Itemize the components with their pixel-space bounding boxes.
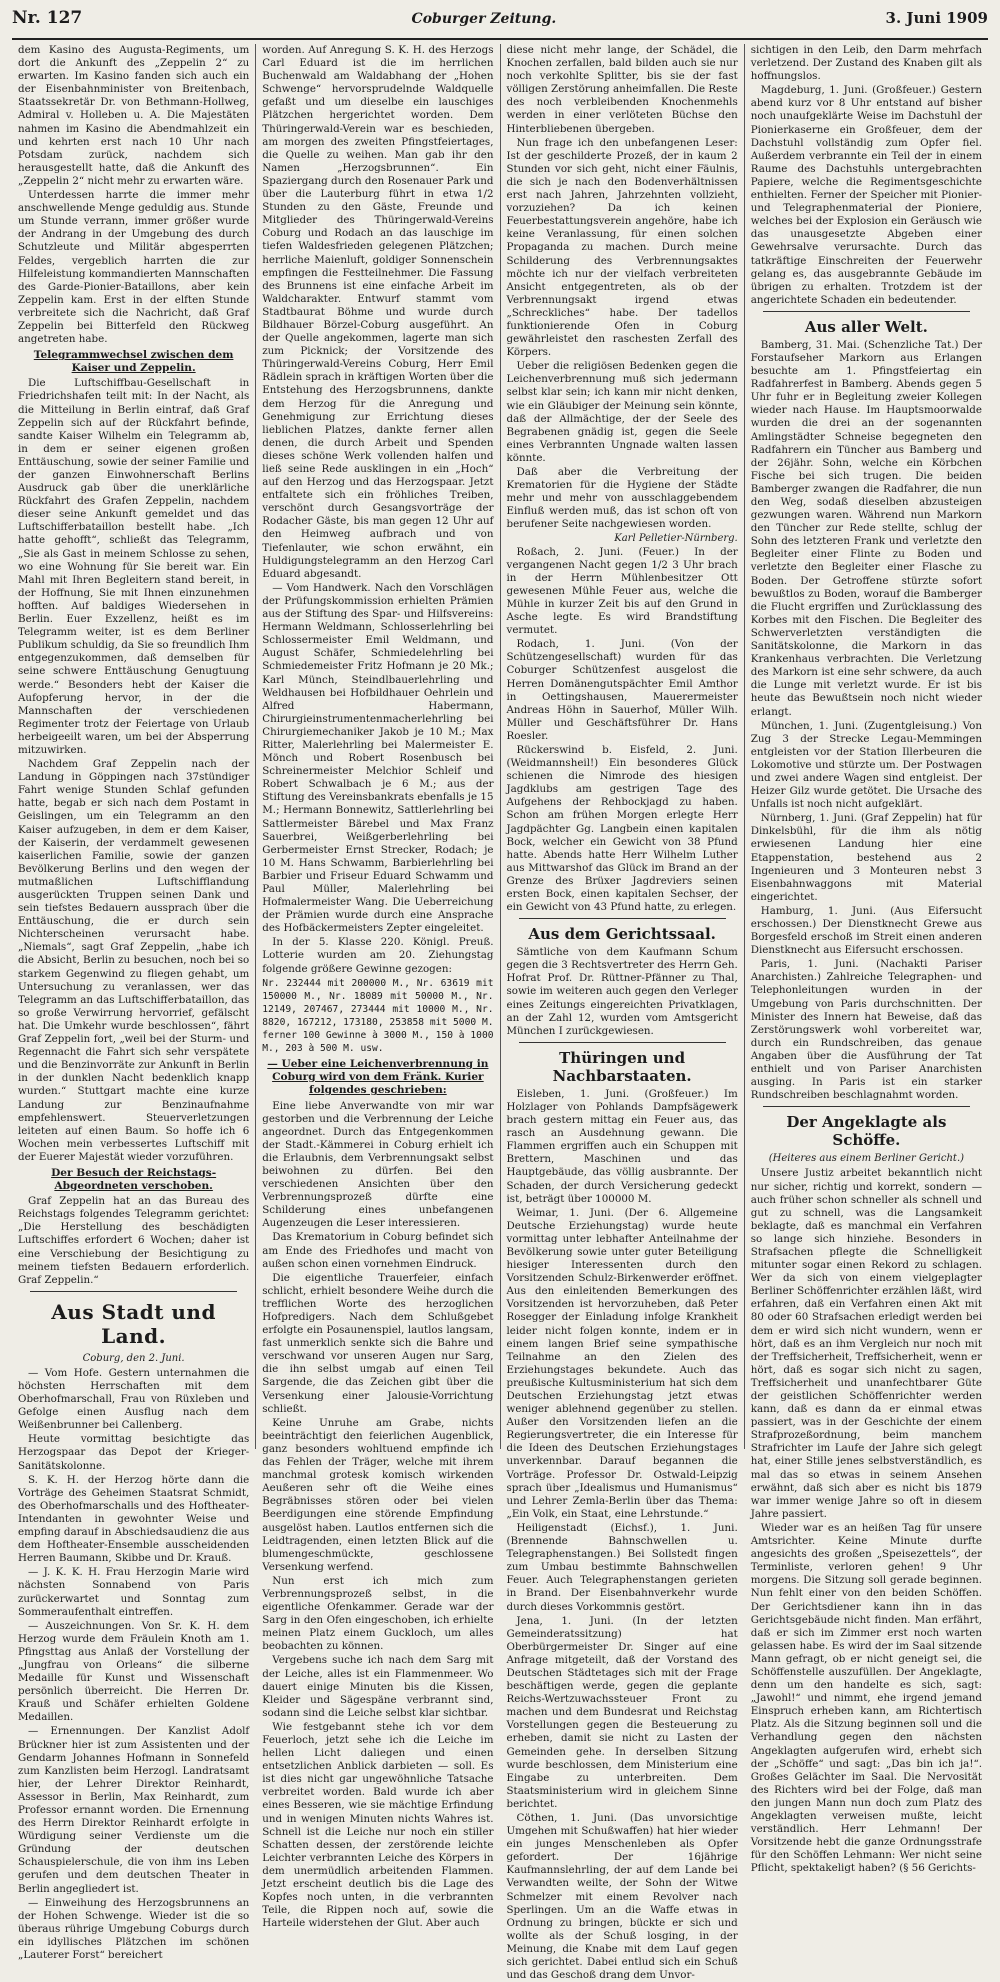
- paragraph: Eisleben, 1. Juni. (Großfeuer.) Im Holzlager von Pohlands Dampfsägewerk brach gestern mittag ein Feuer aus, das rasch an Ausdehnung gewann. Die Flammen ergriffen auch ein Schuppen mit Brettern, Maschinen und das Hauptgebäude, das völlig ausbrannte. Der Schaden, der durch Versicherung gedeckt ist, beträgt über 100000 M.: [506, 1087, 738, 1205]
- subheading: (Heiteres aus einem Berliner Gericht.): [768, 1153, 965, 1165]
- paragraph: Unsere Justiz arbeitet bekanntlich nicht nur sicher, richtig und korrekt, sondern — auch früher schon schneller als schnell und gut zu schnell, was die Langsamkeit beklagte, daß es manchmal ein Verfahren so lange sich hinziehe. Besonders in Strafsachen pflegte die Schnelligkeit mitunter sogar einen Rekord zu schlagen. Wer da sich von einem vielgeplagter Berliner Schöffenrichter erzählen läßt, wird erfahren, daß ein Verfahren einen Akt mit 80 oder 60 Strafsachen erledigt werden bei dem er wird sich nicht wundern, wenn er hört, daß es an ihm Vergleich nur noch mit der Treffsicherheit, Treffsicherheit, wenn er hört, daß es sogar sich nicht zu sagen, Treffsicherheit und unanfechtbarer Güte der geistlichen Schöffenrichter werden kann, daß es dann da er einmal etwas passiert, was in der Geschichte der einem Strafprozeßordnung, beim manchem Strafrichter im Laufe der Jahre sich gelegt hat, einer Stille jenes selbstverständlich, es mal das so etwas in seinem Ansehen erwähnt, daß sich aber es nicht bis 1879 war immer wenige Jahre so oft in diesem Jahre passiert.: [750, 1167, 982, 1520]
- paragraph: — Vom Handwerk. Nach den Vorschlägen der Prüfungskommission erhielten Prämien aus der Stiftung des Spar- und Hilfsvereins: Hermann Weldmann, Schlosserlehrling bei Schlossermeister Emil Weldmann, und August Schäfer, Schmiedelehrling bei Schmiedemeister Fritz Hofmann je 20 Mk.; Karl Münch, Steindlbauerlehrling und Weldhausen bei Hofbildhauer Oehrlein und Alfred Habermann, Chirurgieinstrumentenmacherlehrling bei Chirurgiemechaniker Jakob je 10 M.; Max Ritter, Malerlehrling bei Malermeister E. Mönch und Robert Rosenbusch bei Schreinermeister Melchior Schleif und Robert Schwalbach je 6 M.; aus der Stiftung des Vereinsbankrats ebenfalls je 15 M.; Hermann Bonnewitz, Sattlerlehrling bei Sattlermeister Bärebel und Max Franz Sauerbrei, Weißgerberlehrling bei Gerbermeister Ernst Strecker, Rodach; je 10 M. Hans Schwamm, Barbierlehrling bei Barbier und Friseur Eduard Schwamm und Paul Müller, Malerlehrling bei Hofmalermeister Wang. Die Ueberreichung der Prämien wurde durch eine Ansprache des Hofbäckermeisters Zepter eingeleitet.: [262, 581, 494, 935]
- paragraph: Sämtliche von dem Kaufmann Schum gegen die 3 Rechtsvertreter des Herrn Geh. Hofrat Prof. Dr. Rüttner-Pfänner zu Thal, sowie im weiteren auch gegen den Verleger eines Zeitungs eingereichten Privatklagen, an der Zahl 12, wurden vom Amtsgericht München I zurückgewiesen.: [506, 946, 738, 1037]
- paragraph: Cöthen, 1. Juni. (Das unvorsichtige Umgehen mit Schußwaffen) hat hier wieder ein junges Menschenleben als Opfer gefordert. Der 16jährige Kaufmannslehrling, der auf dem Lande bei Verwandten weilte, der Sohn der Witwe Schmelzer mit einem Revolver nach Sperlingen. Um an die Waffe etwas in Ordnung zu bringen, bückte er sich und wollte als der Schuß losging, in der Meinung, die Knabe mit dem Lauf gegen sich gerichtet. Dabei entlud sich ein Schuß und das Geschoß drang dem Unvor-: [506, 1812, 738, 1982]
- masthead: [12, 0, 988, 40]
- paragraph: — Ernennungen. Der Kanzlist Adolf Brückner hier ist zum Assistenten und der Gendarm Johannes Hofmann in Sonnefeld zum Kanzlisten beim Herzogl. Landratsamt hier, der Lehrer Direktor Reinhardt, Assessor in Berlin, Max Reinhardt, zum Professor ernannt worden. Die Ernennung des Herrn Direktor Reinhardt erfolgte in Würdigung seiner Verdienste um die Gründung der deutschen Schauspielerschule, die von ihm ins Leben gerufen und dem deutschen Theater in Berlin angegliedert ist.: [18, 1725, 250, 1895]
- article-heading: Der Besuch der Reichstags-Abgeordneten verschoben.: [51, 1166, 217, 1193]
- paragraph: Unterdessen harrte die immer mehr anschwellende Menge geduldig aus. Stunde um Stunde verrann, immer größer wurde der Andrang in der Umgebung des durch Schutzleute und Militär abgesperrten Feldes, vergeblich harrten die zur Hilfeleistung kommandierten Mannschaften des Garde-Pionier-Bataillons, aber kein Zeppelin kam. Erst in der elften Stunde verbreitete sich die Nachricht, daß Graf Zeppelin bei Bitterfeld den Rückweg angetreten habe.: [18, 189, 250, 346]
- paragraph: Rodach, 1. Juni. (Von der Schützengesellschaft) wurden für das Coburger Schützenfest ausgelost die Herren Domänengutspächter Emil Amthor in Oettingshausen, Mauerermeister Andreas Höhn in Sauerhof, Müller Wilh. Müller und Geschäftsführer Dr. Hans Roesler.: [506, 638, 738, 742]
- section-heading: Der Angeklagte als Schöffe.: [786, 1113, 947, 1150]
- section-heading: Aus Stadt und Land.: [51, 1299, 216, 1348]
- paragraph: Heute vormittag besichtigte das Herzogspaar das Depot der Krieger-Sanitätskolonne.: [18, 1433, 250, 1472]
- paragraph: Rückerswind b. Eisfeld, 2. Juni. (Weidmannsheil!) Ein besonderes Glück schienen die Nimrode des hiesigen Jagdklubs am gestrigen Tage des Aufgehens der Rehbockjagd zu haben. Schon am frühen Morgen erlegte Herr Jagdpächter Gg. Langbein einen kapitalen Bock, welcher ein Gewicht von 38 Pfund hatte. Abends hatte Herr Wilhelm Luther aus Mittwarshof das Glück im Brand an der Grenze des Brüxer Jagdreviers seinen ersten Bock, einen kapitalen Sechser, der ein Gewicht von 43 Pfund hatte, zu erlegen.: [506, 743, 738, 914]
- paragraph: Vergebens suche ich nach dem Sarg mit der Leiche, alles ist ein Flammenmeer. Wo dauert einige Minuten bis die Kissen, Kleider und Sägespäne verbrannt sind, sodann sind die Leiche selbst klar sichtbar.: [262, 1654, 494, 1719]
- section-heading: Aus aller Welt.: [804, 317, 928, 336]
- paragraph: Daß aber die Verbreitung der Krematorien für die Hygiene der Städte mehr und mehr von ausschlaggebendem Einfluß werden muß, das ist schon oft von berufener Seite nachgewiesen worden.: [506, 466, 738, 531]
- paragraph: Bamberg, 31. Mai. (Schenzliche Tat.) Der Forstaufseher Markorn aus Erlangen besuchte am 1. Pfingstfeiertag ein Radfahrerfest in Bamberg. Abends gegen 5 Uhr fuhr er in Begleitung zweier Kollegen wieder nach Hause. Im Hauptsmoorwalde wurden die drei an der sogenannten Amlingstädter Schneise begegneten den Radfahrern ein Tüncher aus Bamberg und der 26jähr. Sohn, welche ein Körbchen Fische bei sich trugen. Die beiden Bamberger zwangen die Radfahrer, die nun den Weg, sodaß dieselben abzusteigen gezwungen waren. Während nun Markorn den Tüncher zur Rede stellte, schlug der Sohn des letzteren Frank und verletzte den Begleiter einer Flinte zu Boden und verletzte den Begleiter einer Flasche zu Boden. Der Getroffene stürzte sofort bewußtlos zu Boden, worauf die Bamberger die Flucht ergriffen und Zurücklassung des Korbes mit den Fischen. Die Begleiter des Schwerverletzten verständigten die Sanitätskolonne, die Markorn in das Krankenhaus verbrachten. Die Verletzung des Markorn ist eine sehr schwere, da auch die Lunge mit verletzt wurde. Er ist bis heute das Bewußtsein noch nicht wieder erlangt.: [750, 338, 982, 718]
- section-heading: Aus dem Gerichtssaal.: [528, 925, 716, 944]
- column-4: [745, 44, 988, 1875]
- paragraph: Eine liebe Anverwandte von mir war gestorben und die Verbrennung der Leiche angeordnet. Durch das Entgegenkommen der Stadt.-Kämmerei in Coburg erhielt ich die Erlaubnis, dem Verbrennungsakt selbst beiwohnen zu dürfen. Bei den verschiedenen Ansichten über den Verbrennungsprozeß dürfte eine Schilderung eines unbefangenen Augenzeugen die Leser interessieren.: [262, 1099, 494, 1230]
- paragraph: München, 1. Juni. (Zugentgleisung.) Von Zug 3 der Strecke Legau-Memmingen entgleisten vor der Station Illerbeuren die Lokomotive und stürzte um. Der Postwagen und zwei andere Wagen sind entgleist. Der Heizer Gilz wurde getötet. Die Ursache des Unfalls ist noch nicht aufgeklärt.: [750, 719, 982, 811]
- paragraph: Magdeburg, 1. Juni. (Großfeuer.) Gestern abend kurz vor 8 Uhr entstand auf bisher noch unaufgeklärte Weise im Dachstuhl der Pionierkaserne ein Großfeuer, dem der Dachstuhl vollständig zum Opfer fiel. Außerdem verbrannte ein Teil der in einem Raume des Dachstuhls untergebrachten Papiere, welche die Regimentsgeschichte enthielten. Ferner der Speicher mit Pionier- und Telegraphenmaterial der Pioniere, welches bei der Explosion ein Geräusch wie das unausgesetzte Abgeben einer Gewehrsalve verursachte. Durch das tatkräftige Einschreiten der Feuerwehr gelang es, das ausgebrannte Gebäude im übrigen zu erhalten. Trotzdem ist der angerichtete Schaden ein bedeutender.: [750, 84, 982, 306]
- paragraph: Heiligenstadt (Eichsf.), 1. Juni. (Brennende Bahnschwellen u. Telegraphenstangen.) Bei Sollstedt fingen zum Umbau bestimmte Bahnschwellen Feuer. Auch Telegraphenstangen gerieten in Brand. Der Eisenbahnverkehr wurde durch dieses Vorkommnis gestört.: [506, 1521, 738, 1613]
- lottery-results: Nr. 232444 mit 200000 M., Nr. 63619 mit 150000 M., Nr. 18089 mit 50000 M., Nr. 12149, 207467, 273444 mit 10000 M., Nr. 8820, 167212, 173180, 253858 mit 5000 M. ferner 100 Gewinne à 3000 M., 150 à 1000 M., 203 à 500 M. usw.: [262, 977, 494, 1055]
- column-3: [501, 44, 745, 1982]
- paragraph: — Vom Hofe. Gestern unternahmen die höchsten Herrschaften mit dem Oberhofmarschall, Frau von Rüxleben und Gefolge einen Ausflug nach dem Weißenbrunner bei Callenberg.: [18, 1366, 250, 1432]
- byline: Karl Pelletier-Nürnberg.: [614, 533, 738, 545]
- paragraph: Nachdem Graf Zeppelin nach der Landung in Göppingen nach 37stündiger Fahrt wenige Stunden Schlaf gefunden hatte, begab er sich nach dem Postamt in Geislingen, um ein Telegramm an den Kaiser aufzugeben, in dem er dem Kaiser, der Kaiserin, der verdammelt gewesenen kaiserlichen Familie, sowie der ganzen Bevölkerung Berlins und den wegen der mutmaßlichen Luftschifflandung ausgerückten Truppen seinen Dank und sein tiefstes Bedauern aussprach über die Enttäuschung, die er durch sein Nichterscheinen verursacht habe. „Niemals“, sagt Graf Zeppelin, „habe ich die Absicht, Berlin zu besuchen, noch bei so starkem Gegenwind zu fliegen gehabt, um Untersuchung zu veranlassen, wer das Telegramm an das Luftschifferbataillon, das so große Verwirrung hervorrief, gefälscht hat. Die Umkehr wurde beschlossen“, fährt Graf Zeppelin fort, „weil bei der Sturm- und Regennacht die Fahrt sich sehr verspätete und die Benzinvorräte zur Ankunft in Berlin in der dunklen Nacht bedenklich knapp wurden.“ Stuttgart machte eine kurze Landung zur Benzinaufnahme empfehlenswert. Steuerverletzungen leiteten auf einen Baum. So hoffe ich 6 Wochen mein verbessertes Luftschiff mit der Euerer Majestät wieder vorzuführen.: [18, 758, 250, 1163]
- divider: [763, 311, 970, 312]
- paragraph: diese nicht mehr lange, der Schädel, die Knochen zerfallen, bald bilden auch sie nur noch verkohlte Splitter, bis sie der fast völligen Zerstörung anheimfallen. Die Reste des noch verbleibenden Knochenmehls werden in einer verlöteten Büchse den Hinterbliebenen übergeben.: [506, 44, 738, 135]
- paragraph: — Einweihung des Herzogsbrunnens an der Hohen Schwenge. Wieder ist die so überaus rührige Umgebung Coburgs durch ein idyllisches Plätzchen im schönen „Lauterer Forst“ bereichert: [18, 1896, 250, 1962]
- text-columns: [12, 44, 988, 1982]
- paragraph: In der 5. Klasse 220. Königl. Preuß. Lotterie wurden am 20. Ziehungstag folgende größere Gewinne gezogen:: [262, 936, 494, 975]
- paragraph: Die eigentliche Trauerfeier, einfach schlicht, erhielt besondere Weihe durch die trefflichen Worte des herzoglichen Hofpredigers. Nach dem Schlußgebet erfolgte ein Posaunenspiel, lautlos langsam, fast unmerklich senkte sich die Bahre und verschwand vor unseren Augen nur Sarg, die ihn selbst umgab auf einen Teil Sargende, die das Zeichen gibt über die Versenkung einer Jalousie-Vorrichtung schließt.: [262, 1271, 494, 1415]
- paragraph: S. K. H. der Herzog hörte dann die Vorträge des Geheimen Staatsrat Schmidt, des Oberhofmarschalls und des Hoftheater-Intendanten in gewohnter Weise und empfing darauf in Abschiedsaudienz die aus dem Hoftheater-Ensemble ausscheidenden Herren Baumann, Skibbe und Dr. Krauß.: [18, 1473, 250, 1565]
- paragraph: Paris, 1. Juni. (Nachakti Pariser Anarchisten.) Zahlreiche Telegraphen- und Telephonleitungen wurden in der Umgebung von Paris durchschnitten. Der Minister des Innern hat Beweise, daß das Zerstörungswerk wohl vorbereitet war, durch ein Rundschreiben, das genaue Angaben über die Ausführung der Tat enthielt und von Pariser Anarchisten ausging. In Paris ist ein starker Rundschreiben beschlagnahmt worden.: [750, 958, 982, 1102]
- divider: [30, 1291, 237, 1292]
- section-heading: Thüringen und Nachbarstaaten.: [552, 1048, 692, 1085]
- paragraph: Jena, 1. Juni. (In der letzten Gemeinderatssitzung) hat Oberbürgermeister Dr. Singer auf eine Anfrage mitgeteilt, daß der Vorstand des Deutschen Städtetages sich mit der Frage beschäftigen werde, gegen die geplante Reichs-Wertzuwachssteuer Front zu machen und dem Bundesrat und Reichstag Vorstellungen gegen die Besteuerung zu erheben, damit sie nicht zu Lasten der Gemeinden gehe. In derselben Sitzung wurde beschlossen, dem Ministerium eine Eingabe zu unterbreiten. Dem Staatsministerium wird in gleichem Sinne berichtet.: [506, 1614, 738, 1810]
- newspaper-title: Coburger Zeitung.: [411, 11, 557, 27]
- paragraph: — J. K. K. H. Frau Herzogin Marie wird nächsten Sonnabend von Paris zurückerwartet und Sonntag zum Sommeraufenthalt eintreffen.: [18, 1566, 250, 1618]
- paragraph: Das Krematorium in Coburg befindet sich am Ende des Friedhofes und macht von außen schon einen vornehmen Eindruck.: [262, 1231, 494, 1270]
- paragraph: Ueber die religiösen Bedenken gegen die Leichenverbrennung muß sich jedermann selbst klar sein; ich kann mir nicht denken, wie ein Gläubiger der Meinung sein könnte, daß der Allmächtige, der der Seele des Begrabenen gnädig ist, gegen die Seele eines Verbrannten Ungnade walten lassen könnte.: [506, 360, 738, 464]
- paragraph: Wie festgebannt stehe ich vor dem Feuerloch, jetzt sehe ich die Leiche im hellen Licht daliegen und einen entsetzlichen Anblick darbieten — soll. Es ist dies nicht gar ungewöhnliche Tatsache verbreitet worden. Bald wurde ich aber eines Besseren, wie sie mächtige Erfindung und in wenigen Minuten nichts Wahres ist. Schnell ist die Leiche nur noch ein stiller Schatten dessen, der zerstörende leichte Leichter verbrannten Leiche des Körpers in dem unermüdlich arbeitenden Flammen. Jetzt erscheint deutlich bis die Lage des Kopfes noch unten, in die verbrannten Teile, die Rippen noch auf, sowie die Harteile widerstehen der Glut. Aber auch: [262, 1720, 494, 1930]
- paragraph: dem Kasino des Augusta-Regiments, um dort die Ankunft des „Zeppelin 2“ zu erwarten. Im Kasino fanden sich auch ein der Eisenbahnminister von Breitenbach, Staatssekretär Dr. von Bethmann-Hollweg, Admiral v. Holleben u. A. Die Majestäten nahmen im Kasino die Abendmahlzeit ein und kehrten erst nach 10 Uhr nach Potsdam zurück, nachdem sich herausgestellt hatte, daß die Ankunft des „Zeppelin 2“ nicht mehr zu erwarten wäre.: [18, 44, 250, 187]
- issue-number: Nr. 127: [12, 8, 83, 28]
- divider: [763, 1106, 970, 1107]
- paragraph: Die Luftschiffbau-Gesellschaft in Friedrichshafen teilt mit: In der Nacht, als die Mitteilung in Berlin eintraf, daß Graf Zeppelin sich auf der Rückfahrt befinde, sandte Kaiser Wilhelm ein Telegramm ab, in dem er seiner eigenen großen Enttäuschung, sowie der seiner Familie und der ganzen Einwohnerschaft Berlins Ausdruck gab über die unerklärliche Rückfahrt des Grafen Zeppelin, nachdem dieser seine Ankunft gemeldet und das Luftschifferbataillon bestellt habe. „Ich hatte gehofft“, schließt das Telegramm, „Sie als Gast in meinem Schlosse zu sehen, wo eine Wohnung für Sie bereit war. Ein Mahl mit Ihren Begleitern stand bereit, in der Hoffnung, Sie mit Ihnen einzunehmen hofften. Auf baldiges Wiedersehen in Berlin. Euer Exzellenz, heißt es im Telegramm weiter, ist es dem Berliner Publikum schuldig, da Sie so freundlich Ihm entgegenzukommen, daß demselben für seine schwere Enttäuschung Genugtuung werde.“ Besonders hebt der Kaiser die Aufopferung hervor, in der die Mannschaften der verschiedenen Regimenter trotz der Feiertage von Urlaub herbeigeeilt waren, um bei der Absperrung mitzuwirken.: [18, 377, 250, 756]
- paragraph: Keine Unruhe am Grabe, nichts beeinträchtigt den feierlichen Augenblick, ganz besonders wohltuend empfinde ich das Fehlen der Träger, welche mit ihrem manchmal grotesk komisch wirkenden Aeußeren sehr oft die Weihe eines Begräbnisses stören oder bei vielen Beerdigungen eine störende Empfindung ausgelöst haben. Lautlos entfernen sich die Leidtragenden, einen letzten Blick auf die blumengeschmückte, geschlossene Versenkung werfend.: [262, 1416, 494, 1573]
- paragraph: Nun frage ich den unbefangenen Leser: Ist der geschilderte Prozeß, der in kaum 2 Stunden vor sich geht, nicht einer Fäulnis, die sich je nach den Bodenverhältnissen erst nach Jahren, Jahrzehnten vollzieht, vorzuziehen? Da ich keinen Feuerbestattungsverein angehöre, habe ich keine Veranlassung, für einen solchen Propaganda zu machen. Durch meine Schilderung des Verbrennungsaktes möchte ich nur der vielfach verbreiteten Ansicht entgegentreten, als ob der Verbrennungsakt irgend etwas „Schreckliches“ habe. Der tadellos funktionierende Ofen in Coburg gewährleistet den raschesten Zerfall des Körpers.: [506, 136, 738, 359]
- paragraph: Wieder war es an heißen Tag für unsere Amtsrichter. Keine Minute durfte angesichts des großen „Speisezettels“, der Terminliste, verloren gehen! 9 Uhr morgens. Die Sitzung soll gerade beginnen. Nun fehlt einer von den beiden Schöffen. Der Gerichtsdiener kann ihn in das Gerichtsgebäude nicht finden. Man erfährt, daß er sich im Zimmer erst noch warten gelassen habe. Es wird der im Saal sitzende Mann gefragt, ob er nicht geneigt sei, die Schöffenstelle auszufüllen. Der Angeklagte, denn um den handelte es sich, sagt: „Jawohl!“ und nimmt, ehe irgend jemand Einspruch erheben kann, am Richtertisch Platz. Als die Sitzung beginnen soll und die Verhandlung gegen den nächsten Angeklagten aufgerufen wird, erhebt sich der „Schöffe“ und sagt: „Das bin ich ja!“. Großes Gelächter im Saal. Die Nervosität des Richters wird bei der Folge, daß man den jungen Mann nun doch zum Platz des Angeklagten verweisen mußte, leicht verständlich. Herr Lehmann! Der Vorsitzende hebt die ganze Ordnungsstrafe für den Schöffen Lehmann: Wer nicht seine Pflicht, spektakeligt haben? (§ 56 Gerichts-: [750, 1521, 982, 1875]
- paragraph: — Auszeichnungen. Von Sr. K. H. dem Herzog wurde dem Fräulein Knoth am 1. Pfingsttag aus Anlaß der Vorstellung der „Jungfrau von Orleans“ die silberne Medaille für Kunst und Wissenschaft persönlich überreicht. Die Herren Dr. Krauß und Schäfer erhielten Goldene Medaillen.: [18, 1619, 250, 1724]
- paragraph: Nürnberg, 1. Juni. (Graf Zeppelin) hat für Dinkelsbühl, für die ihm als nötig erwiesenen Landung hier eine Etappenstation, bestehend aus 2 Ingenieuren und 3 Monteuren nebst 3 Eisenbahnwaggons mit Material eingerichtet.: [750, 812, 982, 903]
- article-heading: — Ueber eine Leichenverbrennung in Coburg wird von dem Fränk. Kurier folgendes geschrieben:: [267, 1058, 489, 1097]
- paragraph: sichtigen in den Leib, den Darm mehrfach verletzend. Der Zustand des Knaben gilt als hoffnungslos.: [750, 44, 982, 83]
- paragraph: worden. Auf Anregung S. K. H. des Herzogs Carl Eduard ist die im herrlichen Buchenwald am Waldabhang der „Hohen Schwenge“ hervorsprudelnde Waldquelle gefaßt und um dieselbe ein lauschiges Plätzchen hergerichtet worden. Dem Thüringerwald-Verein war es beschieden, am morgen des zweiten Pfingstfeiertages, die Quelle zu weihen. Man gab ihr den Namen „Herzogsbrunnen“. Ein Spaziergang durch den Rosenauer Park und über die Lauterburg führt in etwa 1/2 Stunden zu den Gäste, Freunde und Mitglieder des Thüringerwald-Vereins Coburg und Rodach an das lauschige im tiefen Waldesfrieden gelegenen Plätzchen; herrliche Maienluft, goldiger Sonnenschein empfingen die Festteilnehmer. Die Fassung des Brunnens ist eine einfache Arbeit im Waldcharakter. Entwurf stammt vom Stadtbaurat Böhme und wurde durch Bildhauer Börzel-Coburg ausgeführt. An der Quelle angekommen, lagerte man sich zum Picknick; der Vorsitzende des Thüringerwald-Vereins Coburg, Herr Emil Rädlein sprach in kräftigen Worten über die Entstehung des Herzogsbrunnens, dankte dem Herzog für die Anregung und Genehmigung zur Errichtung dieses lieblichen Platzes, dankte ferner allen denen, die durch Arbeit und Spenden dieses schöne Werk vollenden halfen und ließ seine Rede ausklingen in ein „Hoch“ auf den Herzog und das Herzogspaar. Jetzt entfaltete sich ein fröhliches Treiben, verschönt durch Gesangsvorträge der Rodacher Gäste, bis man gegen 12 Uhr auf den Heimweg aufbrach und von Tiefenlauter, wie schon erwähnt, ein Huldigungstelegramm an den Herzog Carl Eduard abgesandt.: [262, 44, 494, 580]
- paragraph: Roßach, 2. Juni. (Feuer.) In der vergangenen Nacht gegen 1/2 3 Uhr brach in der Herrn Mühlenbesitzer Ott gewesenen Mühle Feuer aus, welche die Mühle in kurzer Zeit bis auf den Grund in Asche legte. Es wird Brandstiftung vermutet.: [506, 545, 738, 637]
- column-1: [12, 44, 256, 1962]
- divider: [519, 918, 726, 919]
- paragraph: Nun erst ich mich zum Verbrennungsprozeß selbst, in die eigentliche Ofenkammer. Gerade war der Sarg in den Ofen eingeschoben, ich erhielte meinen Platz einem Guckloch, um alles beobachten zu können.: [262, 1574, 494, 1653]
- paragraph: Hamburg, 1. Juni. (Aus Eifersucht erschossen.) Der Dienstknecht Grewe aus Borgesfeld erschoß im Streit einen anderen Dienstknecht aus Eifersucht erschossen.: [750, 904, 982, 957]
- paragraph: Graf Zeppelin hat an das Bureau des Reichstags folgendes Telegramm gerichtet: „Die Herstellung des beschädigten Luftschiffes erfordert 6 Wochen; daher ist eine Verschiebung der Besichtigung zu meinem tiefsten Bedauern erforderlich. Graf Zeppelin.“: [18, 1195, 250, 1286]
- dateline: Coburg, den 2. Juni.: [82, 1352, 185, 1364]
- column-2: [256, 44, 500, 1930]
- divider: [519, 1042, 726, 1043]
- issue-date: 3. Juni 1909: [885, 9, 988, 27]
- article-heading: Telegrammwechsel zwischen dem Kaiser und Zeppelin.: [33, 349, 234, 375]
- paragraph: Weimar, 1. Juni. (Der 6. Allgemeine Deutsche Erziehungstag) wurde heute vormittag unter lebhafter Anteilnahme der Bevölkerung sowie unter guter Beteiligung hiesiger Interessenten durch den Vorsitzenden Schulz-Birkenwerder eröffnet. Aus den einleitenden Bemerkungen des Vorsitzenden ist hervorzuheben, daß Peter Rosegger der Einladung infolge Krankheit leider nicht folgen konnte, indem er in einem langen Brief seine sympathische Teilnahme an den Zielen des Erziehungstages bekundete. Auch das preußische Kultusministerium hat sich dem Deutschen Erziehungstag jetzt etwas weniger ablehnend gegenüber zu stellen. Außer den Vorsitzenden liefen an die Regierungsvertreter, die ein Interesse für die Ideen des Deutschen Erziehungstages unverkennbar. Darauf begannen die Vorträge. Professor Dr. Ostwald-Leipzig sprach über „Idealismus und Humanismus“ und Lehrer Zemla-Berlin über das Thema: „Ein Volk, ein Staat, eine Lehrstunde.“: [506, 1206, 738, 1520]
